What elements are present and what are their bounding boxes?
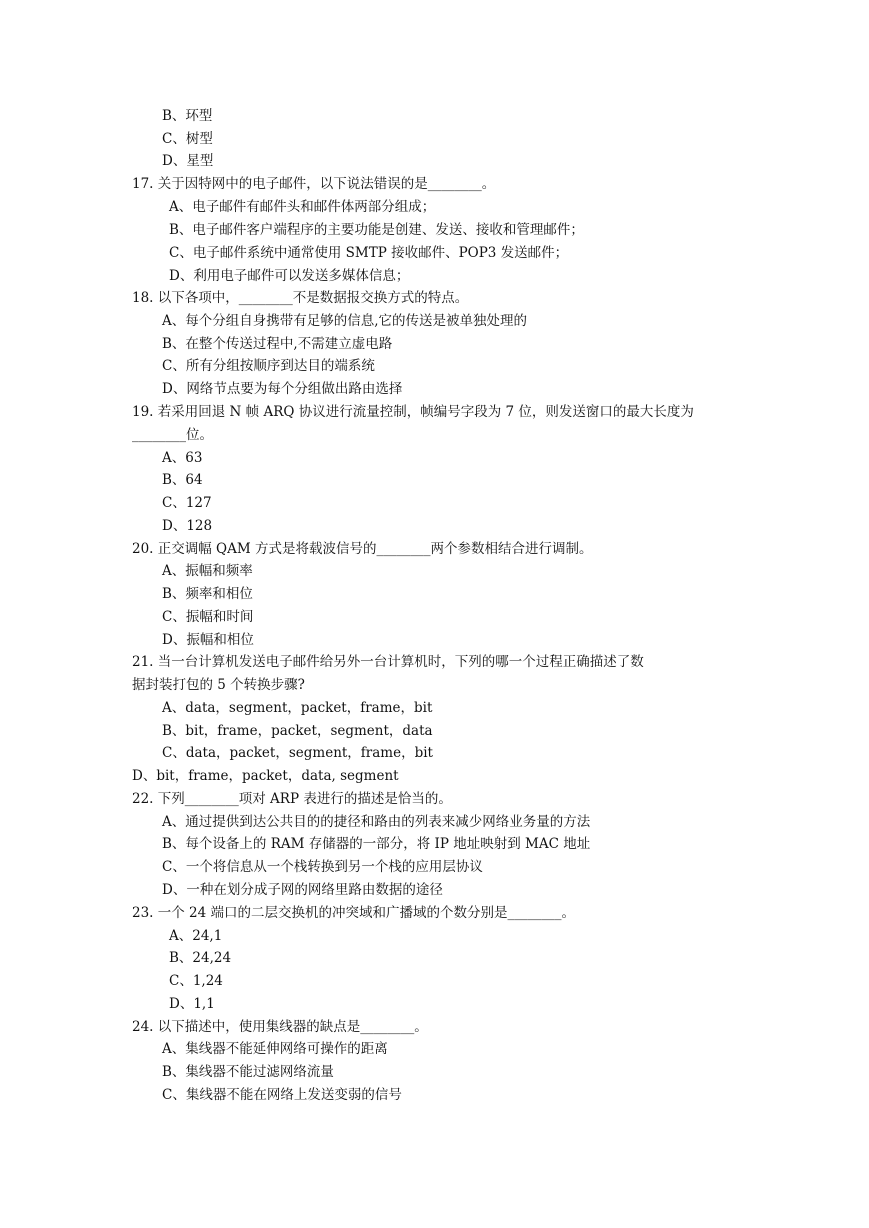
- option-22-b: B、每个设备上的 RAM 存储器的一部分，将 IP 地址映射到 MAC 地址: [162, 836, 591, 852]
- option-20-c: C、振幅和时间: [162, 609, 254, 625]
- option-20-a: A、振幅和频率: [162, 563, 253, 579]
- option-22-a: A、通过提供到达公共目的的捷径和路由的列表来减少网络业务量的方法: [162, 814, 591, 830]
- option-24-c: C、集线器不能在网络上发送变弱的信号: [162, 1087, 402, 1103]
- option-24-a: A、集线器不能延伸网络可操作的距离: [162, 1041, 388, 1057]
- option-19-d: D、128: [162, 518, 213, 534]
- option-17-d: D、利用电子邮件可以发送多媒体信息；: [169, 268, 410, 284]
- option-19-b: B、64: [162, 472, 203, 488]
- option-24-b: B、集线器不能过滤网络流量: [162, 1064, 334, 1080]
- option-20-b: B、频率和相位: [162, 586, 253, 602]
- option-20-d: D、振幅和相位: [162, 632, 254, 648]
- question-23: 23. 一个 24 端口的二层交换机的冲突域和广播域的个数分别是________。: [132, 905, 576, 921]
- question-19: 19. 若采用回退 N 帧 ARQ 协议进行流量控制，帧编号字段为 7 位，则发送窗口的最大长度为: [132, 404, 694, 420]
- question-18: 18. 以下各项中，________不是数据报交换方式的特点。: [132, 290, 469, 306]
- question-21-continued: 据封装打包的 5 个转换步骤?: [132, 677, 305, 693]
- question-22: 22. 下列________项对 ARP 表进行的描述是恰当的。: [132, 791, 452, 807]
- question-20: 20. 正交调幅 QAM 方式是将载波信号的________两个参数相结合进行调制。: [132, 541, 593, 557]
- option-19-c: C、127: [162, 495, 212, 511]
- option-21-c: C、data，packet，segment，frame，bit: [162, 745, 433, 761]
- option-16-d: D、星型: [162, 153, 214, 169]
- question-21: 21. 当一台计算机发送电子邮件给另外一台计算机时，下列的哪一个过程正确描述了数: [132, 654, 644, 670]
- option-17-a: A、电子邮件有邮件头和邮件体两部分组成；: [169, 199, 436, 215]
- option-22-d: D、一种在划分成子网的网络里路由数据的途径: [162, 882, 443, 898]
- option-19-a: A、63: [162, 450, 203, 466]
- option-23-d: D、1,1: [169, 996, 215, 1012]
- option-22-c: C、一个将信息从一个栈转换到另一个栈的应用层协议: [162, 859, 483, 875]
- question-24: 24. 以下描述中，使用集线器的缺点是________。: [132, 1019, 428, 1035]
- option-21-b: B、bit，frame，packet，segment，data: [162, 723, 433, 739]
- option-16-b: B、环型: [162, 108, 213, 124]
- option-21-d: D、bit，frame，packet，data, segment: [132, 768, 399, 784]
- option-17-b: B、电子邮件客户端程序的主要功能是创建、发送、接收和管理邮件；: [169, 222, 584, 238]
- option-23-c: C、1,24: [169, 973, 223, 989]
- option-18-c: C、所有分组按顺序到达目的端系统: [162, 358, 375, 374]
- option-23-b: B、24,24: [169, 950, 232, 966]
- option-18-b: B、在整个传送过程中,不需建立虚电路: [162, 336, 393, 352]
- question-19-continued: ________位。: [132, 427, 213, 443]
- option-18-d: D、网络节点要为每个分组做出路由选择: [162, 381, 403, 397]
- question-17: 17. 关于因特网中的电子邮件，以下说法错误的是________。: [132, 176, 496, 192]
- option-17-c: C、电子邮件系统中通常使用 SMTP 接收邮件、POP3 发送邮件；: [169, 245, 569, 261]
- option-18-a: A、每个分组自身携带有足够的信息,它的传送是被单独处理的: [162, 313, 528, 329]
- option-23-a: A、24,1: [169, 928, 223, 944]
- option-21-a: A、data，segment，packet，frame，bit: [162, 700, 433, 716]
- option-16-c: C、树型: [162, 131, 213, 147]
